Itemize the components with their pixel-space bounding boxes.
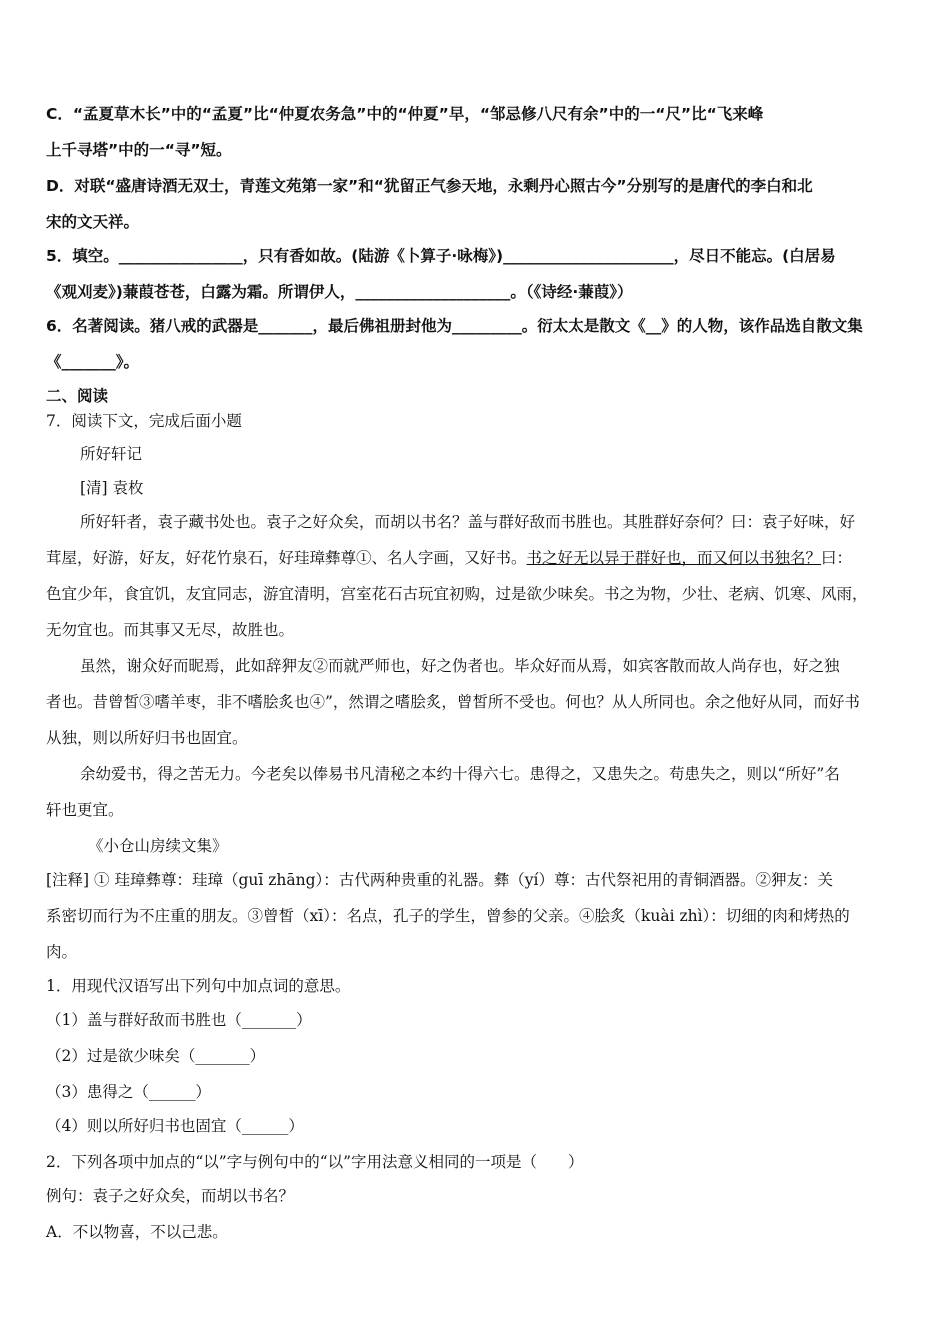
- paragraph-1-line2: [46, 548, 852, 568]
- subquestion-1-item: （4）则以所好归书也固宜（______）: [46, 1117, 304, 1135]
- note-line1: [注释] ① 珪璋彝尊：珪璋（guī zhāng）：古代两种贵重的礼器。彝（yí）尊：古代祭祀用的青铜酒器。②狎友：关: [46, 871, 833, 889]
- article-author: [清] 袁枚: [80, 479, 144, 497]
- q6-line2: 《_______》。: [46, 353, 140, 371]
- paragraph-1-line2-end: 曰：: [821, 549, 853, 567]
- q5-line1: 5．填空。________________，只有香如故。(陆游《卜算子·咏梅》)______________________，尽日不能忘。(白居易: [46, 247, 836, 265]
- q4-option-d-line1: D．对联“盛唐诗酒无双士，青莲文苑第一家”和“犹留正气参天地，永剩丹心照古今”分别写的是唐代的李白和北: [46, 177, 813, 195]
- paragraph-2-line3: 从独，则以所好归书也固宜。: [46, 729, 248, 747]
- subquestion-1-item: （1）盖与群好敌而书胜也（_______）: [46, 1011, 312, 1029]
- q7-prompt: 7．阅读下文，完成后面小题: [46, 412, 242, 430]
- paragraph-2-line2: 者也。昔曾皙③嗜羊枣，非不嗜脍炙也④”，然谓之嗜脍炙，曾皙所不受也。何也？从人所同也。余之他好从同，而好书: [46, 693, 860, 711]
- article-title: 所好轩记: [80, 445, 143, 463]
- subquestion-1-item: （2）过是欲少味矣（_______）: [46, 1047, 266, 1065]
- paragraph-1-line4: 无勿宜也。而其事又无尽，故胜也。: [46, 621, 295, 639]
- paragraph-1-line1: 所好轩者，袁子藏书处也。袁子之好众矣，而胡以书名？盖与群好敌而书胜也。其胜群好奈何？曰：袁子好味，好: [80, 513, 856, 531]
- note-line2: 系密切而行为不庄重的朋友。③曾皙（xī）：名点，孔子的学生，曾参的父亲。④脍炙（kuài zhì）：切细的肉和烤热的: [46, 907, 850, 925]
- paragraph-1-line2-text: 茸屋，好游，好友，好花竹泉石，好珪璋彝尊①、名人字画，又好书。: [46, 549, 527, 567]
- paragraph-3-line1: 余幼爱书，得之苦无力。今老矣以俸易书凡清秘之本约十得六七。患得之，又患失之。苟患失之，则以“所好”名: [80, 765, 840, 783]
- q4-option-d-line2: 宋的文天祥。: [46, 213, 140, 231]
- note-line3: 肉。: [46, 943, 78, 961]
- paragraph-2-line1: 虽然，谢众好而昵焉，此如辞狎友②而就严师也，好之伪者也。毕众好而从焉，如宾客散而故人尚存也，好之独: [80, 657, 840, 675]
- q4-option-c-line2: 上千寻塔”中的一“寻”短。: [46, 141, 232, 159]
- q5-line2: 《观刈麦》)蒹葭苍苍，白露为霜。所谓伊人，____________________。（《诗经·蒹葭》）: [46, 283, 633, 301]
- subquestion-2-option-a: A．不以物喜，不以己悲。: [46, 1223, 228, 1241]
- paragraph-1-line3: 色宜少年，食宜饥，友宜同志，游宜清明，宫室花石古玩宜初购，过是欲少味矣。书之为物，少壮、老病、饥寒、风雨，: [46, 585, 868, 603]
- paragraph-3-line2: 轩也更宜。: [46, 801, 124, 819]
- underlined-sentence: 书之好无以异于群好也，而又何以书独名？: [526, 549, 822, 567]
- section-title: 二、阅读: [46, 387, 109, 405]
- q6-line1: 6．名著阅读。猪八戒的武器是_______，最后佛祖册封他为_________。衍太太是散文《__》的人物，该作品选自散文集: [46, 317, 863, 335]
- subquestion-1-prompt: 1．用现代汉语写出下列句中加点词的意思。: [46, 977, 351, 995]
- source-title: 《小仓山房续文集》: [88, 837, 228, 855]
- subquestion-2-example: 例句：袁子之好众矣，而胡以书名？: [46, 1187, 295, 1205]
- subquestion-1-item: （3）患得之（______）: [46, 1083, 211, 1101]
- q4-option-c-line1: C．“孟夏草木长”中的“孟夏”比“仲夏农务急”中的“仲夏”早，“邹忌修八尺有余”中的一“尺”比“飞来峰: [46, 105, 764, 123]
- subquestion-2-prompt: 2．下列各项中加点的“以”字与例句中的“以”字用法意义相同的一项是（ ）: [46, 1153, 584, 1171]
